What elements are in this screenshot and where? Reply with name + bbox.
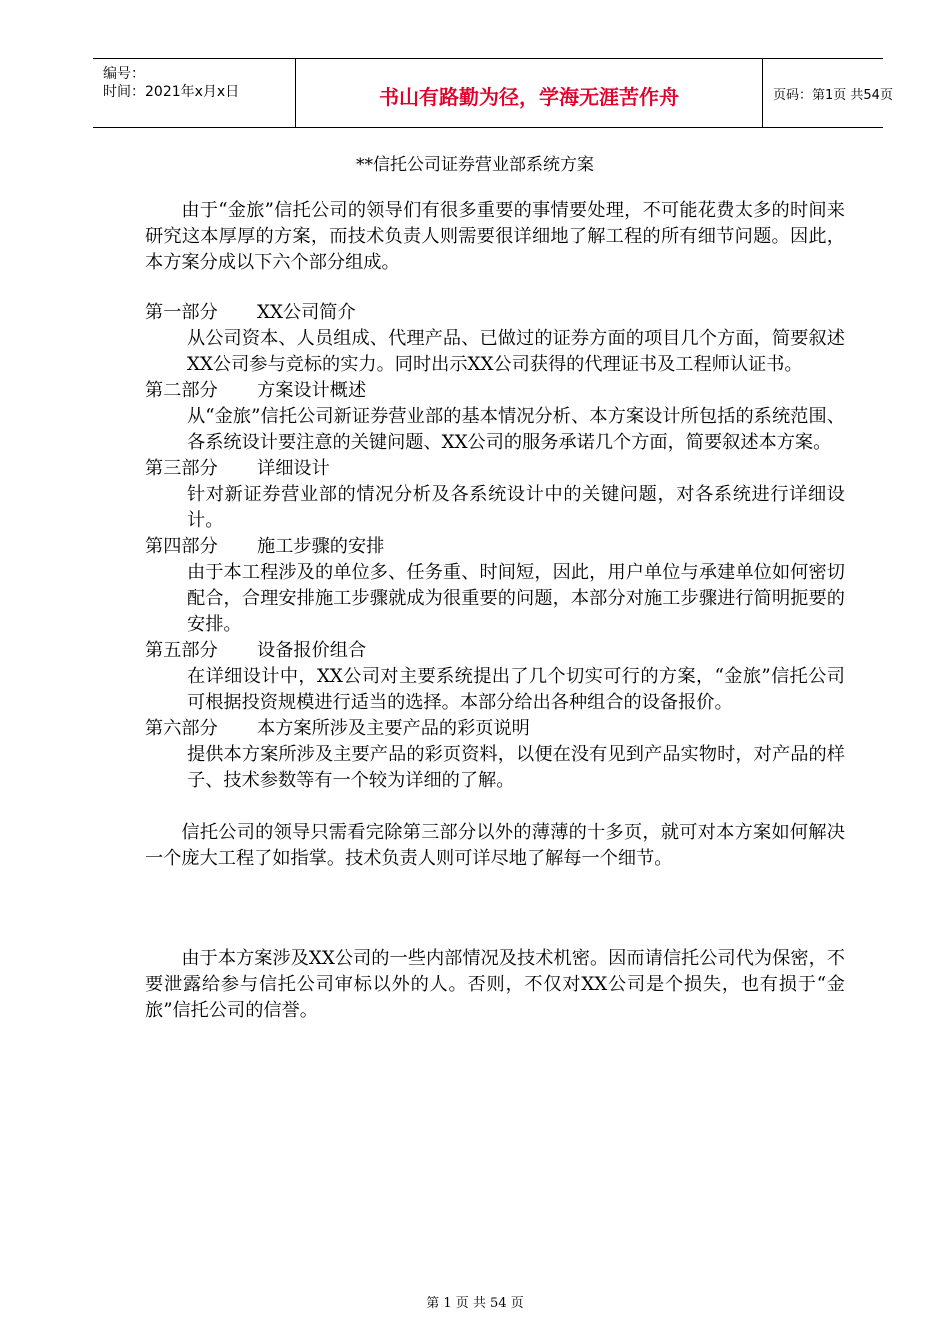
section-title: 设备报价组合 (257, 640, 367, 661)
section-heading (145, 300, 845, 326)
section-4 (145, 534, 845, 638)
section-heading (145, 456, 845, 482)
document-body (145, 198, 845, 1024)
summary-paragraph: 信托公司的领导只需看完除第三部分以外的薄薄的十多页，就可对本方案如何解决一个庞大工程了如指掌。技术负责人则可详尽地了解每一个细节。 (145, 822, 845, 869)
page-header (93, 58, 893, 128)
section-number: 第三部分 (145, 458, 218, 479)
section-number: 第五部分 (145, 640, 218, 661)
document-number-label: 编号： (103, 66, 145, 82)
section-body: 提供本方案所涉及主要产品的彩页资料，以便在没有见到产品实物时，对产品的样子、技术参数等有一个较为详细的了解。 (187, 744, 845, 791)
section-body: 在详细设计中，XX公司对主要系统提出了几个切实可行的方案，“金旅”信托公司可根据投资规模进行适当的选择。本部分给出各种组合的设备报价。 (187, 666, 845, 713)
header-page-cell (763, 59, 893, 127)
section-number: 第一部分 (145, 302, 218, 323)
section-body: 从“金旅”信托公司新证券营业部的基本情况分析、本方案设计所包括的系统范围、各系统设计要注意的关键问题、XX公司的服务承诺几个方面，简要叙述本方案。 (187, 406, 845, 453)
section-number: 第二部分 (145, 380, 218, 401)
section-body: 从公司资本、人员组成、代理产品、已做过的证券方面的项目几个方面，简要叙述XX公司参与竞标的实力。同时出示XX公司获得的代理证书及工程师认证书。 (187, 328, 845, 375)
section-heading (145, 716, 845, 742)
section-heading (145, 638, 845, 664)
section-number: 第六部分 (145, 718, 218, 739)
document-title: **信托公司证券营业部系统方案 (356, 155, 594, 175)
section-body: 由于本工程涉及的单位多、任务重、时间短，因此，用户单位与承建单位如何密切配合，合理安排施工步骤就成为很重要的问题，本部分对施工步骤进行简明扼要的安排。 (187, 562, 845, 635)
section-heading (145, 534, 845, 560)
section-list (145, 300, 845, 794)
header-meta-cell (93, 59, 295, 127)
header-motto: 书山有路勤为径，学海无涯苦作舟 (379, 85, 679, 109)
confidentiality-paragraph: 由于本方案涉及XX公司的一些内部情况及技术机密。因而请信托公司代为保密，不要泄露给参与信托公司审标以外的人。否则，不仅对XX公司是个损失，也有损于“金旅”信托公司的信誉。 (145, 948, 845, 1021)
section-title: 详细设计 (257, 458, 330, 479)
header-page-label: 页码：第1页 共54页 (773, 88, 893, 103)
header-motto-cell (295, 59, 763, 127)
section-5 (145, 638, 845, 716)
page-footer: 第 1 页 共 54 页 (426, 1296, 524, 1311)
section-title: XX公司简介 (257, 302, 356, 323)
section-6 (145, 716, 845, 794)
section-title: 本方案所涉及主要产品的彩页说明 (257, 718, 530, 739)
section-2 (145, 378, 845, 456)
section-heading (145, 378, 845, 404)
section-number: 第四部分 (145, 536, 218, 557)
section-3 (145, 456, 845, 534)
intro-paragraph: 由于“金旅”信托公司的领导们有很多重要的事情要处理，不可能花费太多的时间来研究这本厚厚的方案，而技术负责人则需要很详细地了解工程的所有细节问题。因此，本方案分成以下六个部分组成。 (145, 200, 845, 273)
section-title: 方案设计概述 (257, 380, 367, 401)
section-1 (145, 300, 845, 378)
document-time-label: 时间：2021年x月x日 (103, 84, 240, 100)
section-body: 针对新证券营业部的情况分析及各系统设计中的关键问题，对各系统进行详细设计。 (187, 484, 845, 531)
section-title: 施工步骤的安排 (257, 536, 385, 557)
